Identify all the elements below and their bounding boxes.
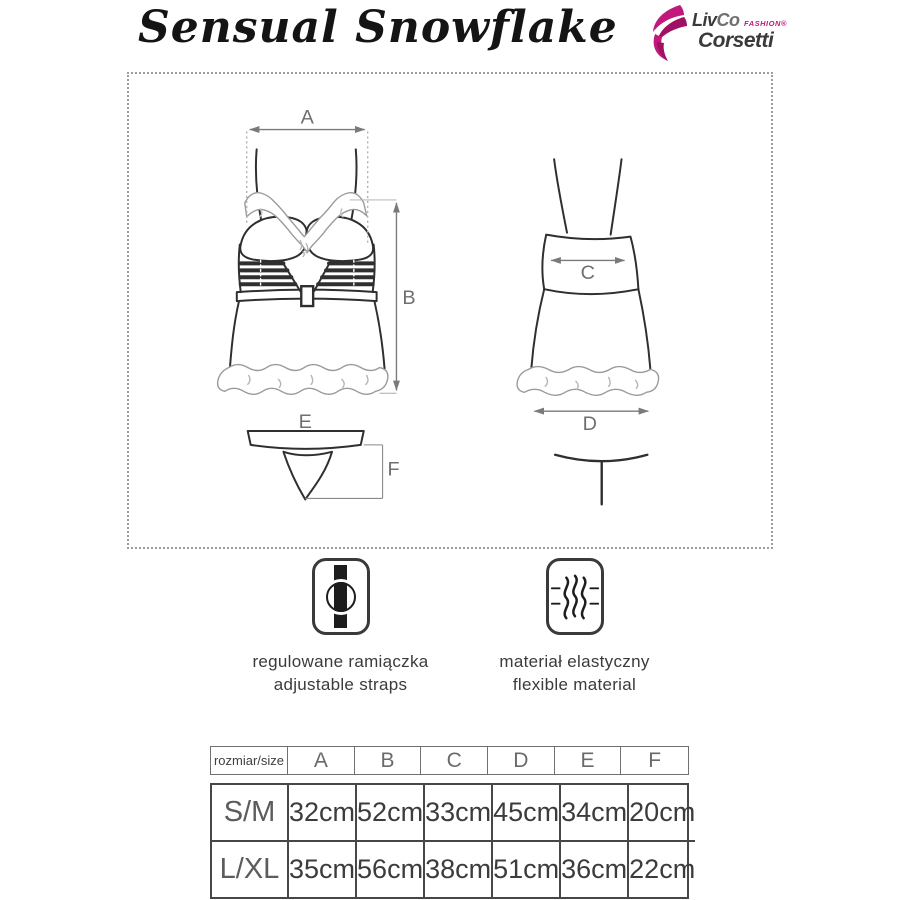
cell-sm-D: 45cm: [493, 785, 561, 842]
back-hem-fur: [517, 367, 659, 396]
caption-pl: materiał elastyczny: [499, 652, 650, 671]
feature-caption: [499, 651, 649, 697]
front-belt: [237, 286, 377, 306]
logo-swirl-icon: [644, 4, 694, 62]
header-col-D: D: [488, 747, 555, 774]
feature-caption: [252, 651, 428, 697]
front-right-strap: [351, 149, 357, 222]
feature-flexible-material: [467, 558, 682, 697]
label-A: A: [300, 106, 314, 129]
label-E: E: [298, 411, 312, 434]
cell-lxl-E: 36cm: [561, 842, 629, 897]
belt-buckle: [301, 286, 313, 306]
row-label-sm: S/M: [212, 785, 289, 842]
header-col-E: E: [555, 747, 622, 774]
back-skirt-sides: [531, 289, 650, 368]
logo-co: Co: [716, 10, 740, 30]
logo-fashion: FASHION®: [744, 19, 787, 28]
cell-sm-C: 33cm: [425, 785, 493, 842]
cell-lxl-A: 35cm: [289, 842, 357, 897]
size-table-header: [210, 746, 689, 775]
front-view-garment: [218, 149, 388, 394]
back-view-garment: [517, 159, 659, 504]
adjustable-strap-icon: [312, 558, 370, 635]
header-col-C: C: [421, 747, 488, 774]
feature-adjustable-straps: [233, 558, 448, 697]
caption-en: adjustable straps: [273, 674, 408, 694]
caption-en: flexible material: [512, 674, 637, 694]
front-left-strap: [256, 149, 262, 222]
label-B: B: [402, 287, 416, 310]
back-thong: [555, 455, 647, 505]
size-table-body: [210, 783, 696, 899]
front-skirt-sides: [230, 302, 385, 368]
page-title: Sensual Snowflake: [138, 2, 618, 53]
front-hem-fur: [218, 365, 388, 395]
size-table: [210, 746, 696, 899]
cell-lxl-C: 38cm: [425, 842, 493, 897]
caption-pl: regulowane ramiączka: [252, 652, 429, 671]
measurement-labels: [299, 107, 597, 481]
logo-liv: Liv: [692, 10, 717, 30]
label-F: F: [387, 458, 400, 481]
diagram-frame: [127, 72, 773, 549]
wave-lines: [549, 561, 601, 632]
cell-sm-F: 20cm: [629, 785, 695, 842]
flexible-material-icon: [546, 558, 604, 635]
cell-sm-B: 52cm: [357, 785, 425, 842]
cell-sm-A: 32cm: [289, 785, 357, 842]
back-straps: [554, 159, 621, 234]
thong-waistband: [248, 431, 364, 449]
header-col-B: B: [355, 747, 422, 774]
label-C: C: [580, 262, 595, 285]
header-col-F: F: [648, 748, 662, 772]
cell-sm-E: 34cm: [561, 785, 629, 842]
front-thong: [248, 431, 364, 499]
thong-triangle: [283, 452, 332, 500]
back-seam: [544, 289, 638, 294]
strap-slider-ring: [326, 582, 356, 612]
cell-lxl-B: 56cm: [357, 842, 425, 897]
thong-measurement-F: [305, 445, 382, 499]
header-col-A: A: [288, 747, 355, 774]
label-D: D: [582, 412, 597, 435]
logo-corsetti: Corsetti: [698, 29, 774, 52]
measurement-diagram: [129, 74, 771, 547]
row-label-lxl: L/XL: [212, 842, 289, 897]
brand-logo: [644, 4, 794, 60]
cell-lxl-D: 51cm: [493, 842, 561, 897]
cell-lxl-F: 22cm: [629, 854, 696, 884]
logo-text: [692, 11, 787, 51]
header-corner: rozmiar/size: [211, 747, 288, 774]
